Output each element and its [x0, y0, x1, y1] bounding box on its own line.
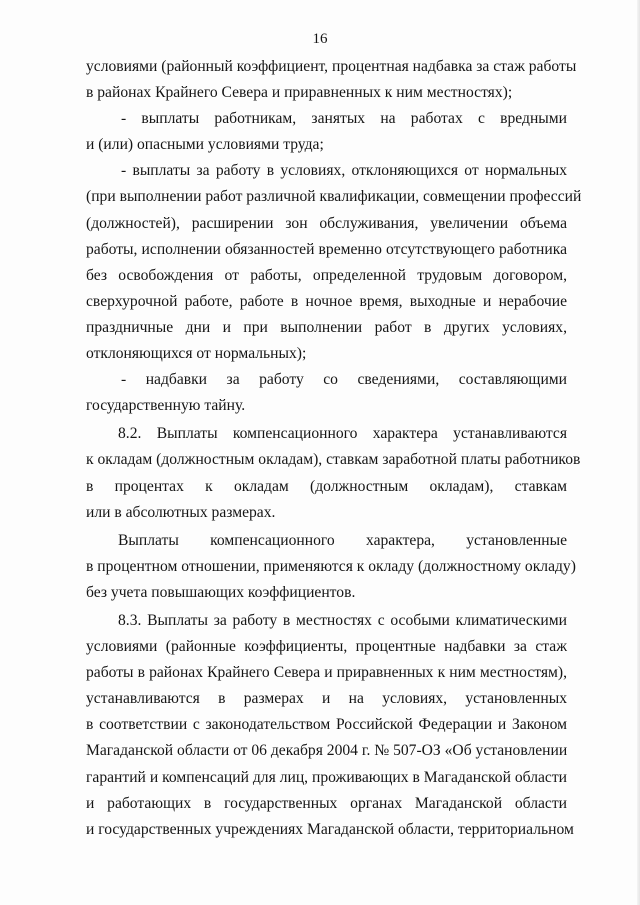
text-line: условиями (районный коэффициент, процентная надбавка за стаж работы	[86, 58, 577, 75]
text-line: (должностей), расширении зон обслуживания, увеличении объема	[86, 214, 567, 232]
text-line: Магаданской области от 06 декабря 2004 г. № 507-ОЗ «Об установлении	[86, 742, 568, 760]
text-line: устанавливаются в размерах и на условиях, установленных	[86, 690, 567, 708]
text-line: в районах Крайнего Севера и приравненных к ним местностях);	[86, 84, 513, 102]
text-line: и государственных учреждениях Магаданской области, территориальном	[86, 820, 574, 838]
text-line: гарантий и компенсаций для лиц, проживающих в Магаданской области	[86, 768, 567, 786]
text-line: праздничные дни и при выполнении работ в других условиях,	[86, 318, 567, 336]
text-line: к окладам (должностным окладам), ставкам заработной платы работников	[86, 451, 581, 469]
text-line: или в абсолютных размерах.	[86, 503, 276, 521]
paragraph-line: 8.2. Выплаты компенсационного характера устанавливаются	[118, 425, 567, 443]
text-line: работы в районах Крайнего Севера и приравненных к ним местностям),	[86, 664, 567, 682]
text-line: в соответствии с законодательством Российской Федерации и Законом	[86, 716, 567, 734]
text-line: сверхурочной работе, работе в ночное время, выходные и нерабочие	[86, 292, 567, 310]
text-line: и (или) опасными условиями труда;	[86, 136, 324, 154]
text-line: без освобождения от работы, определенной трудовым договором,	[86, 266, 567, 284]
text-line: и работающих в государственных органах Магаданской области	[86, 794, 567, 812]
list-item-line: - выплаты работникам, занятых на работах с вредными	[121, 110, 567, 128]
paragraph-line: 8.3. Выплаты за работу в местностях с особыми климатическими	[118, 611, 567, 629]
paragraph-line: Выплаты компенсационного характера, установленные	[118, 531, 567, 549]
list-item-line: - выплаты за работу в условиях, отклоняющихся от нормальных	[121, 162, 567, 180]
text-line: без учета повышающих коэффициентов.	[86, 583, 356, 601]
text-line: в процентном отношении, применяются к окладу (должностному окладу)	[86, 557, 576, 575]
text-line: работы, исполнении обязанностей временно отсутствующего работника	[86, 240, 567, 258]
text-line: отклоняющихся от нормальных);	[86, 345, 307, 363]
list-item-line: - надбавки за работу со сведениями, составляющими	[121, 371, 567, 389]
text-line: (при выполнении работ различной квалификации, совмещении профессий	[86, 188, 582, 206]
text-line: государственную тайну.	[86, 397, 246, 415]
page-number: 16	[312, 31, 328, 47]
text-line: условиями (районные коэффициенты, процентные надбавки за стаж	[86, 638, 567, 656]
text-line: в процентах к окладам (должностным окладам), ставкам	[86, 477, 567, 495]
body-text	[86, 54, 582, 843]
